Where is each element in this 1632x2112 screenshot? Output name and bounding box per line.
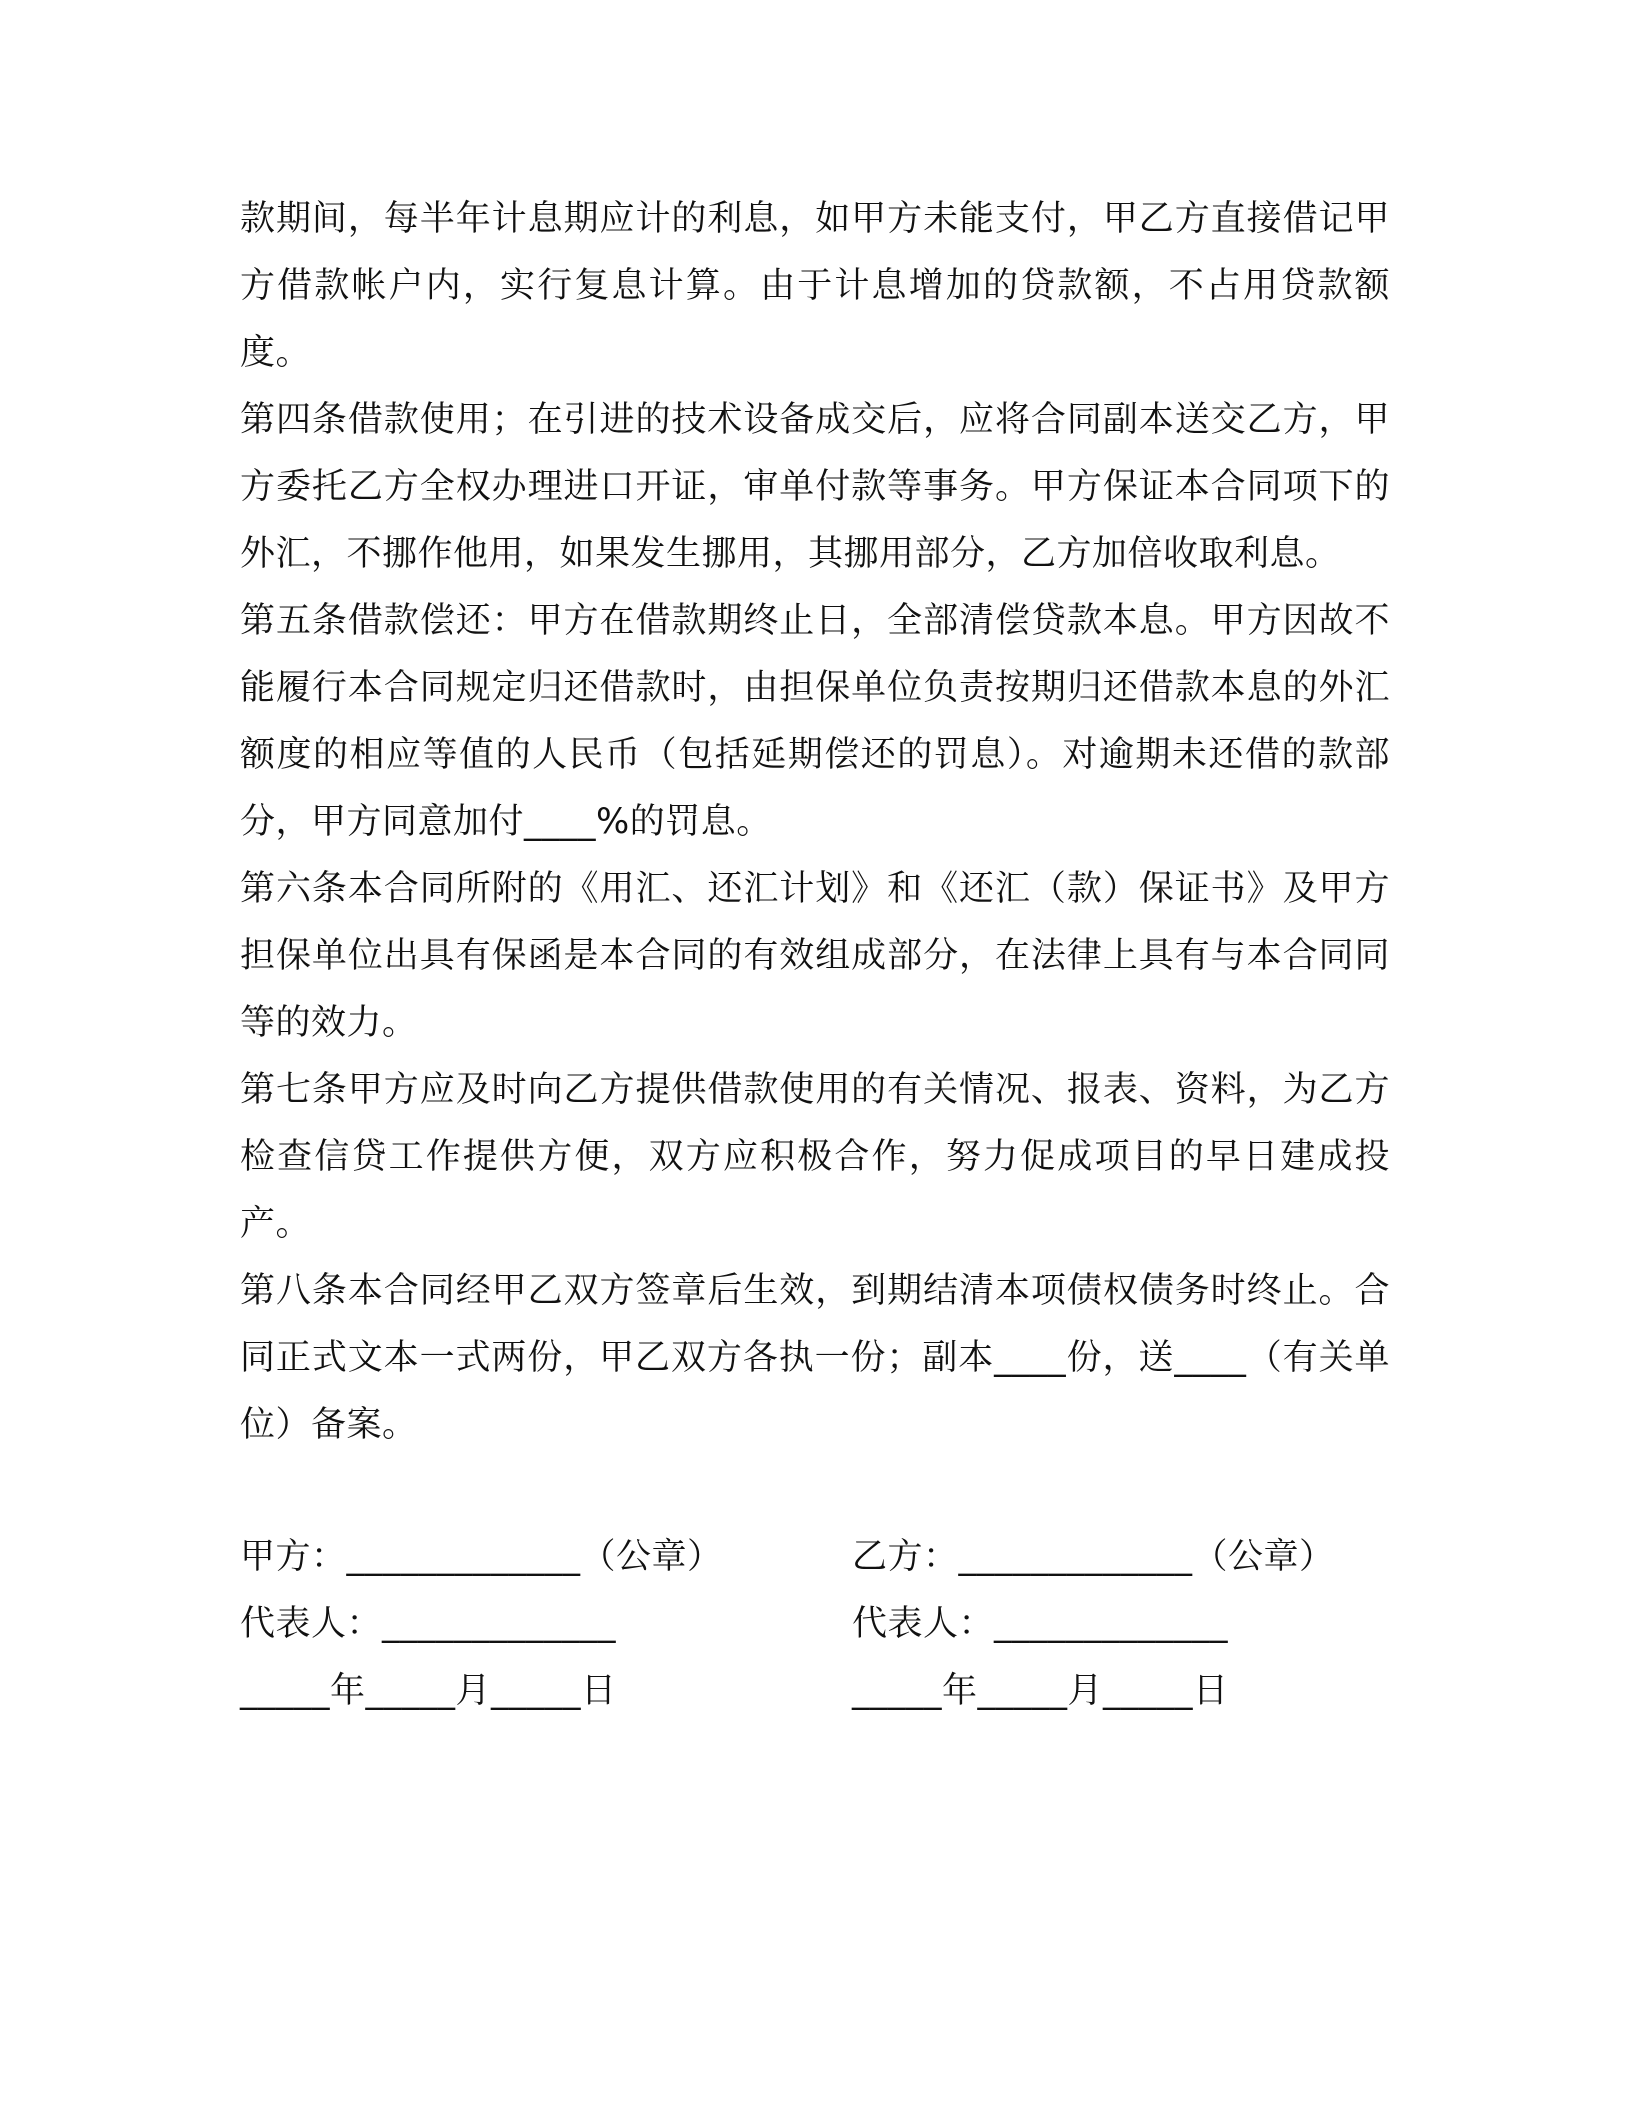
paragraph-article-6: 第六条本合同所附的《用汇、还汇计划》和《还汇（款）保证书》及甲方担保单位出具有保函是本合同的有效组成部分，在法律上具有与本合同同等的效力。: [240, 869, 1390, 1043]
party-b-name-line: 乙方：_____________（公章）: [852, 1537, 1335, 1577]
party-a-representative-line: 代表人：_____________: [240, 1604, 617, 1644]
paragraph-article-7: 第七条甲方应及时向乙方提供借款使用的有关情况、报表、资料，为乙方检查信贷工作提供方便，双方应积极合作，努力促成项目的早日建成投产。: [240, 1070, 1390, 1244]
paragraph-article-8: 第八条本合同经甲乙双方签章后生效，到期结清本项债权债务时终止。合同正式文本一式两份，甲乙双方各执一份；副本____份，送____（有关单位）备案。: [240, 1271, 1390, 1445]
paragraph-article-5: 第五条借款偿还：甲方在借款期终止日，全部清偿贷款本息。甲方因故不能履行本合同规定归还借款时，由担保单位负责按期归还借款本息的外汇额度的相应等值的人民币（包括延期偿还的罚息）。对逾期未还借的款部分，甲方同意加付____%的罚息。: [240, 601, 1390, 842]
party-b-date-line: _____年_____月_____日: [852, 1671, 1229, 1711]
signature-representative-row: [240, 1591, 1390, 1658]
signature-block: [240, 1524, 1390, 1725]
signature-party-row: [240, 1524, 1390, 1591]
signature-date-row: [240, 1658, 1390, 1725]
party-b-representative-line: 代表人：_____________: [852, 1604, 1229, 1644]
party-a-date-line: _____年_____月_____日: [240, 1671, 617, 1711]
party-a-name-line: 甲方：_____________（公章）: [240, 1537, 723, 1577]
contract-body: [240, 186, 1390, 1459]
paragraph-interest-continuation: 款期间，每半年计息期应计的利息，如甲方未能支付，甲乙方直接借记甲方借款帐户内，实行复息计算。由于计息增加的贷款额，不占用贷款额度。: [240, 199, 1390, 373]
paragraph-article-4: 第四条借款使用；在引进的技术设备成交后，应将合同副本送交乙方，甲方委托乙方全权办理进口开证，审单付款等事务。甲方保证本合同项下的外汇，不挪作他用，如果发生挪用，其挪用部分，乙方加倍收取利息。: [240, 400, 1390, 574]
